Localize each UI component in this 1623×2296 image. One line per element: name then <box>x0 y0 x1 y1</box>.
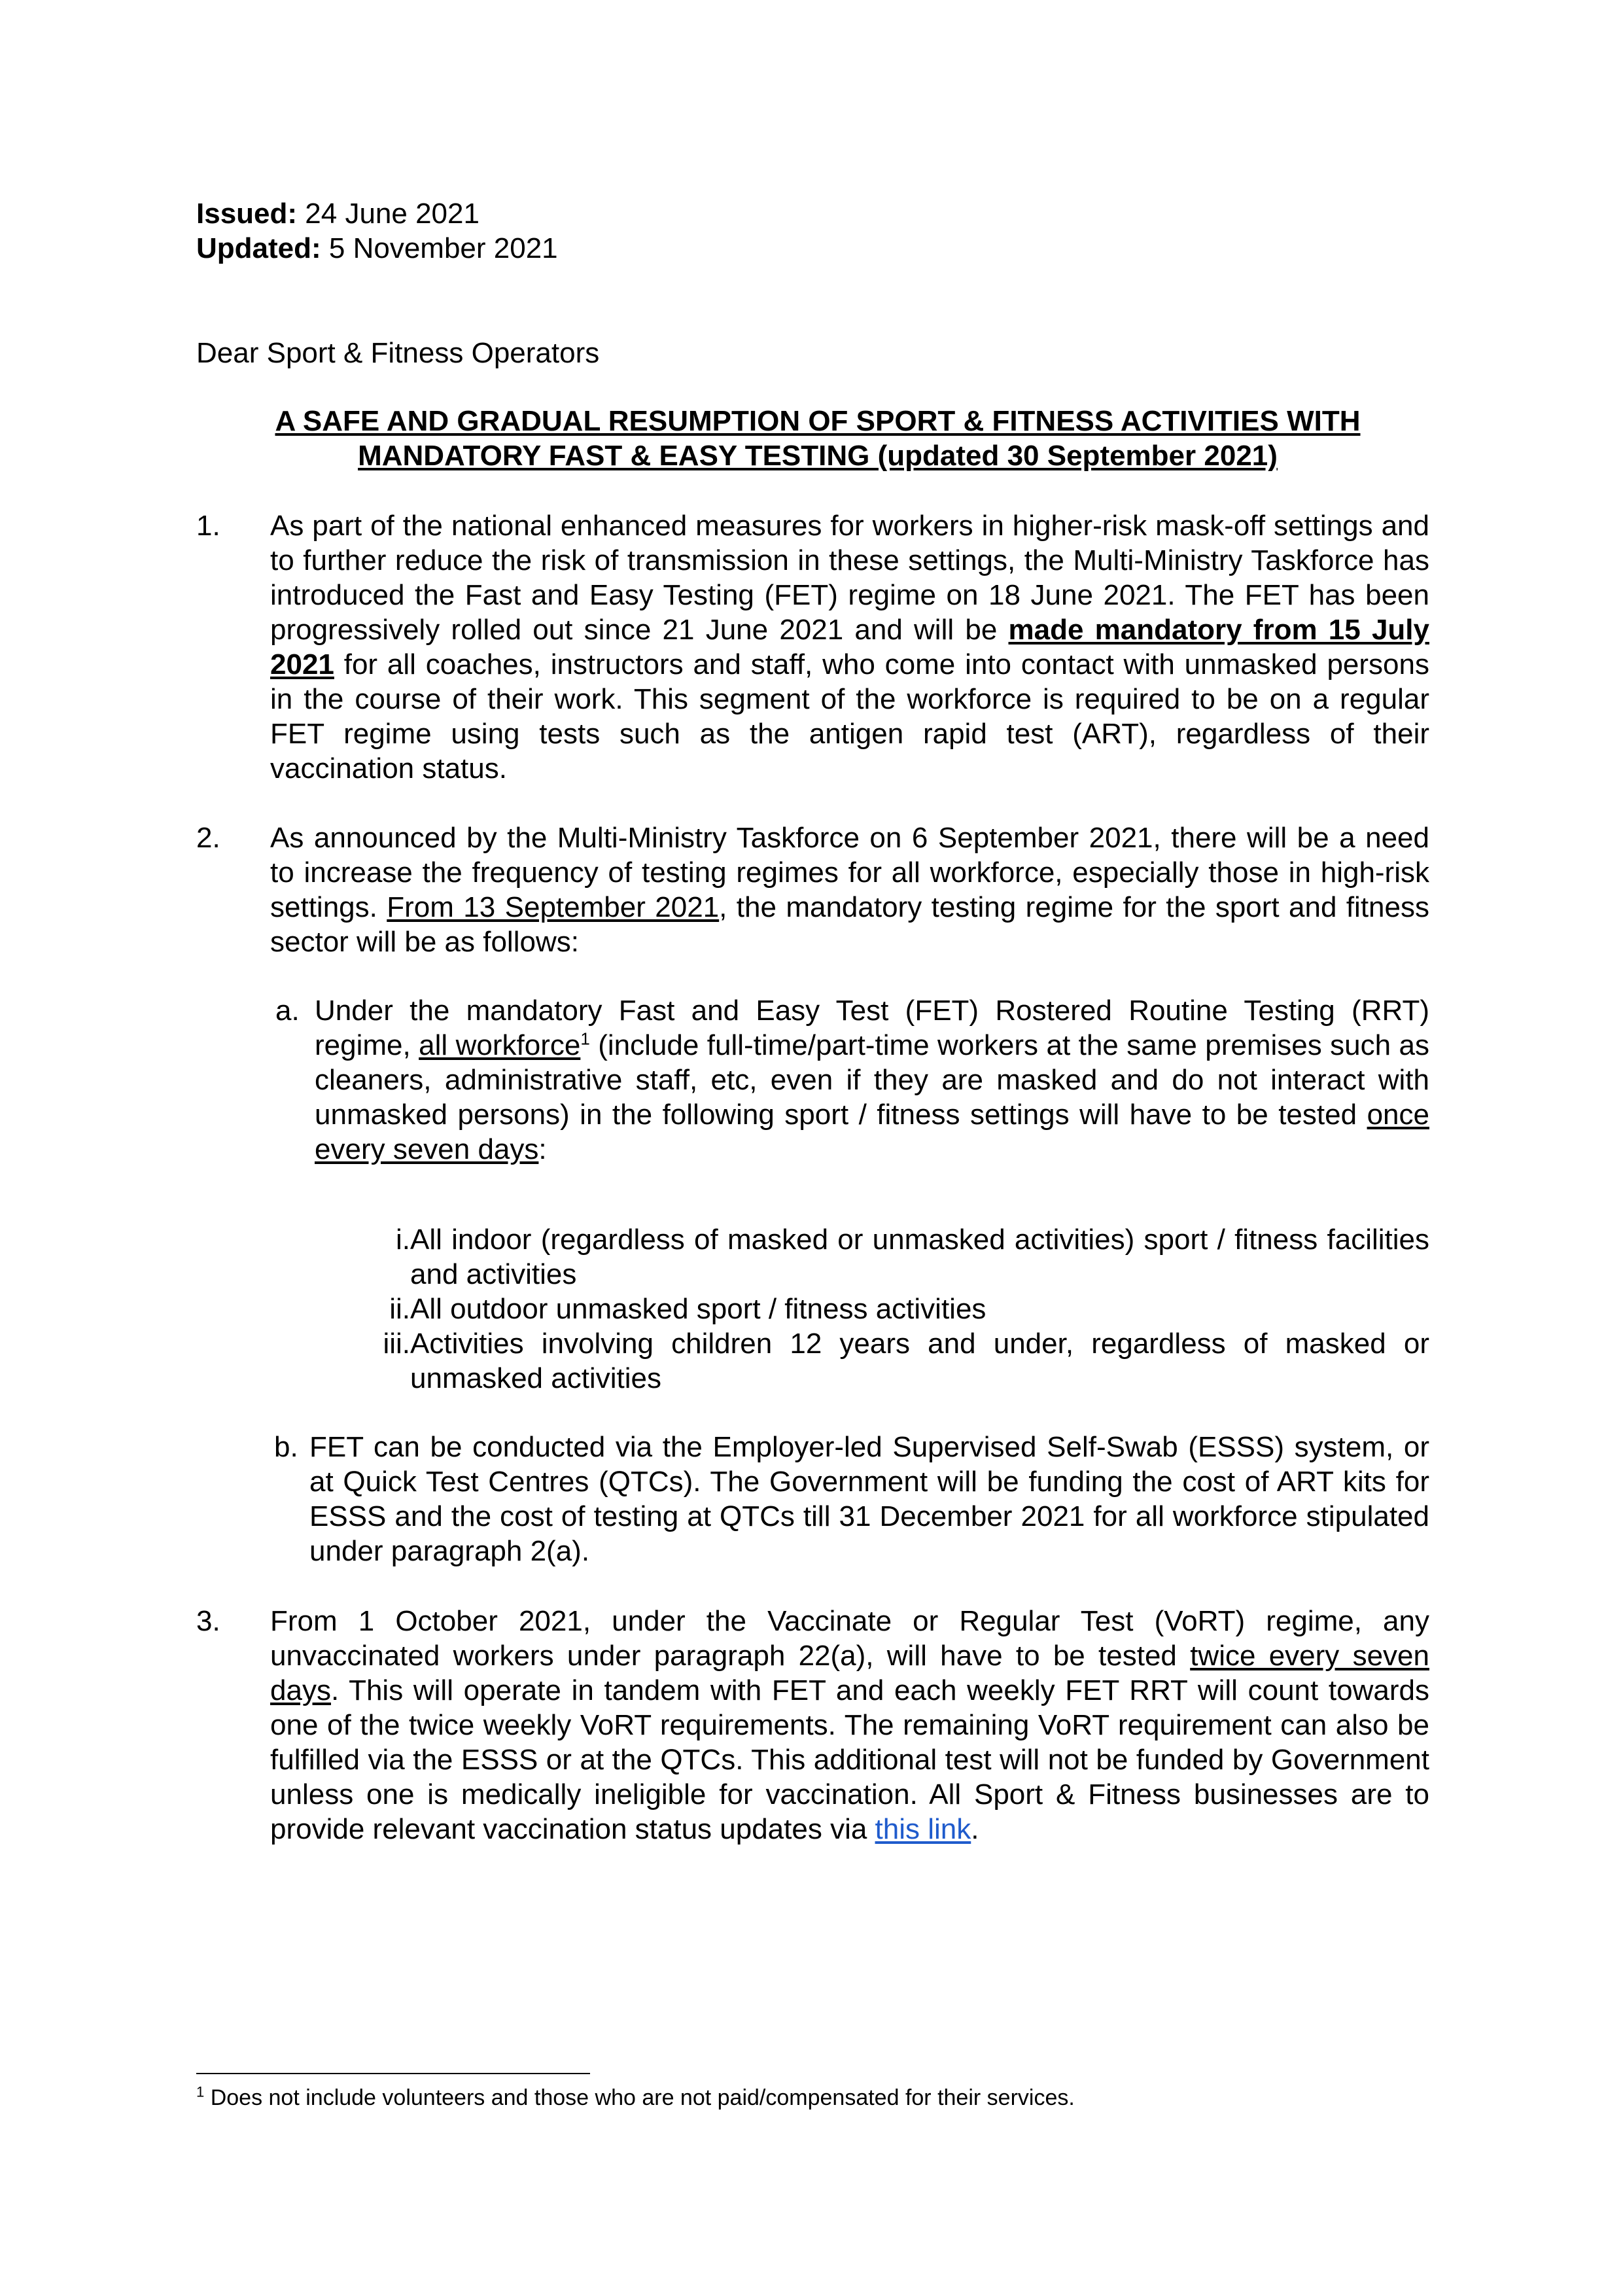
footnote <box>196 2084 1075 2111</box>
item-a <box>315 993 1429 1167</box>
item-b: FET can be conducted via the Employer-led Supervised Self-Swab (ESSS) system, or at Quick Test Centres (QTCs). The Government will be funding the cost of ART kits for ESSS and the cost of testing at QTCs till 31 December 2021 for all workforce stipulated under paragraph 2(a). <box>309 1431 1429 1567</box>
paragraph-2-text-a: As announced by the Multi-Ministry Taskforce on 6 September 2021, there will be a need to increase the frequency of testing regimes for all workforce, especially those in high-risk settings. <box>270 822 1429 923</box>
updated-value: 5 November 2021 <box>328 232 558 264</box>
item-a-text-a: Under the mandatory Fast and Easy Test (FET) Rostered Routine Testing (RRT) regime, <box>315 995 1429 1061</box>
paragraph-1-text-a: As part of the national enhanced measures for workers in higher-risk mask-off settings and to further reduce the risk of transmission in these settings, the Multi-Ministry Taskforce has introduced the Fast and Easy Testing (FET) regime on 18 June 2021. The FET has been progressively rolled out since 21 June 2021 and will be <box>270 510 1429 646</box>
subitem-i-marker: i. <box>396 1224 410 1256</box>
footnote-separator <box>196 2073 590 2074</box>
paragraph-2-text-b: , the mandatory testing regime for the sport and fitness sector will be as follows: <box>270 891 1429 958</box>
title-line-1: A SAFE AND GRADUAL RESUMPTION OF SPORT & FITNESS ACTIVITIES WITH <box>275 405 1361 437</box>
title-line-2: MANDATORY FAST & EASY TESTING (updated 30 September 2021) <box>358 440 1278 472</box>
paragraph-3-text-b: . This will operate in tandem with FET and each weekly FET RRT will count towards one of the twice weekly VoRT requirements. The remaining VoRT requirement can also be fulfilled via the ESSS or at the QTCs. This additional test will not be funded by Government unless one is medically ineligible for vaccination. All Sport & Fitness businesses are to provide relevant vaccination status updates via <box>270 1674 1429 1845</box>
subitem-i: All indoor (regardless of masked or unmasked activities) sport / fitness facilities and activities <box>410 1224 1429 1290</box>
issued-value: 24 June 2021 <box>305 198 480 230</box>
vort-frequency: twice every seven days <box>270 1640 1429 1706</box>
footnote-marker: 1 <box>196 2083 205 2100</box>
mandatory-date-emphasis: made mandatory from 15 July 2021 <box>270 614 1429 680</box>
paragraph-1-number: 1. <box>196 510 220 542</box>
footnote-text: Does not include volunteers and those who are not paid/compensated for their services. <box>204 2085 1075 2110</box>
paragraph-3-number: 3. <box>196 1605 220 1637</box>
item-a-marker: a. <box>275 995 300 1027</box>
salutation: Dear Sport & Fitness Operators <box>196 337 600 369</box>
footnote-ref: 1 <box>580 1029 590 1049</box>
paragraph-3 <box>270 1604 1429 1846</box>
subitem-ii: All outdoor unmasked sport / fitness activities <box>410 1293 986 1325</box>
item-b-marker: b. <box>274 1431 298 1463</box>
updated-label: Updated: <box>196 232 321 264</box>
issued-line <box>196 196 480 231</box>
paragraph-2 <box>270 821 1429 959</box>
paragraph-1 <box>270 508 1429 786</box>
item-a-text-b: (include full-time/part-time workers at the same premises such as cleaners, administrative staff, etc, even if they are masked and do not interact with unmasked persons) in the following sport / fitness settings will have to be tested <box>315 1029 1429 1131</box>
issued-label: Issued: <box>196 198 298 230</box>
paragraph-3-text-c: . <box>971 1813 979 1845</box>
paragraph-2-number: 2. <box>196 822 220 854</box>
document-title <box>196 404 1439 473</box>
test-frequency: once every seven days <box>315 1099 1429 1165</box>
item-a-text-c: : <box>538 1133 547 1165</box>
subitem-iii: Activities involving children 12 years and under, regardless of masked or unmasked activities <box>410 1328 1429 1394</box>
paragraph-1-text-b: for all coaches, instructors and staff, who come into contact with unmasked persons in the course of their work. This segment of the workforce is required to be on a regular FET regime using tests such as the antigen rapid test (ART), regardless of their vaccination status. <box>270 648 1429 785</box>
paragraph-2-date: From 13 September 2021 <box>387 891 720 923</box>
subitem-ii-marker: ii. <box>389 1293 410 1325</box>
updated-line <box>196 231 558 266</box>
paragraph-3-text-a: From 1 October 2021, under the Vaccinate or Regular Test (VoRT) regime, any unvaccinated workers under paragraph 22(a), will have to be tested <box>270 1605 1429 1672</box>
subitem-iii-marker: iii. <box>383 1328 410 1360</box>
vaccination-status-link[interactable]: this link <box>875 1813 971 1845</box>
all-workforce-term: all workforce <box>419 1029 581 1061</box>
